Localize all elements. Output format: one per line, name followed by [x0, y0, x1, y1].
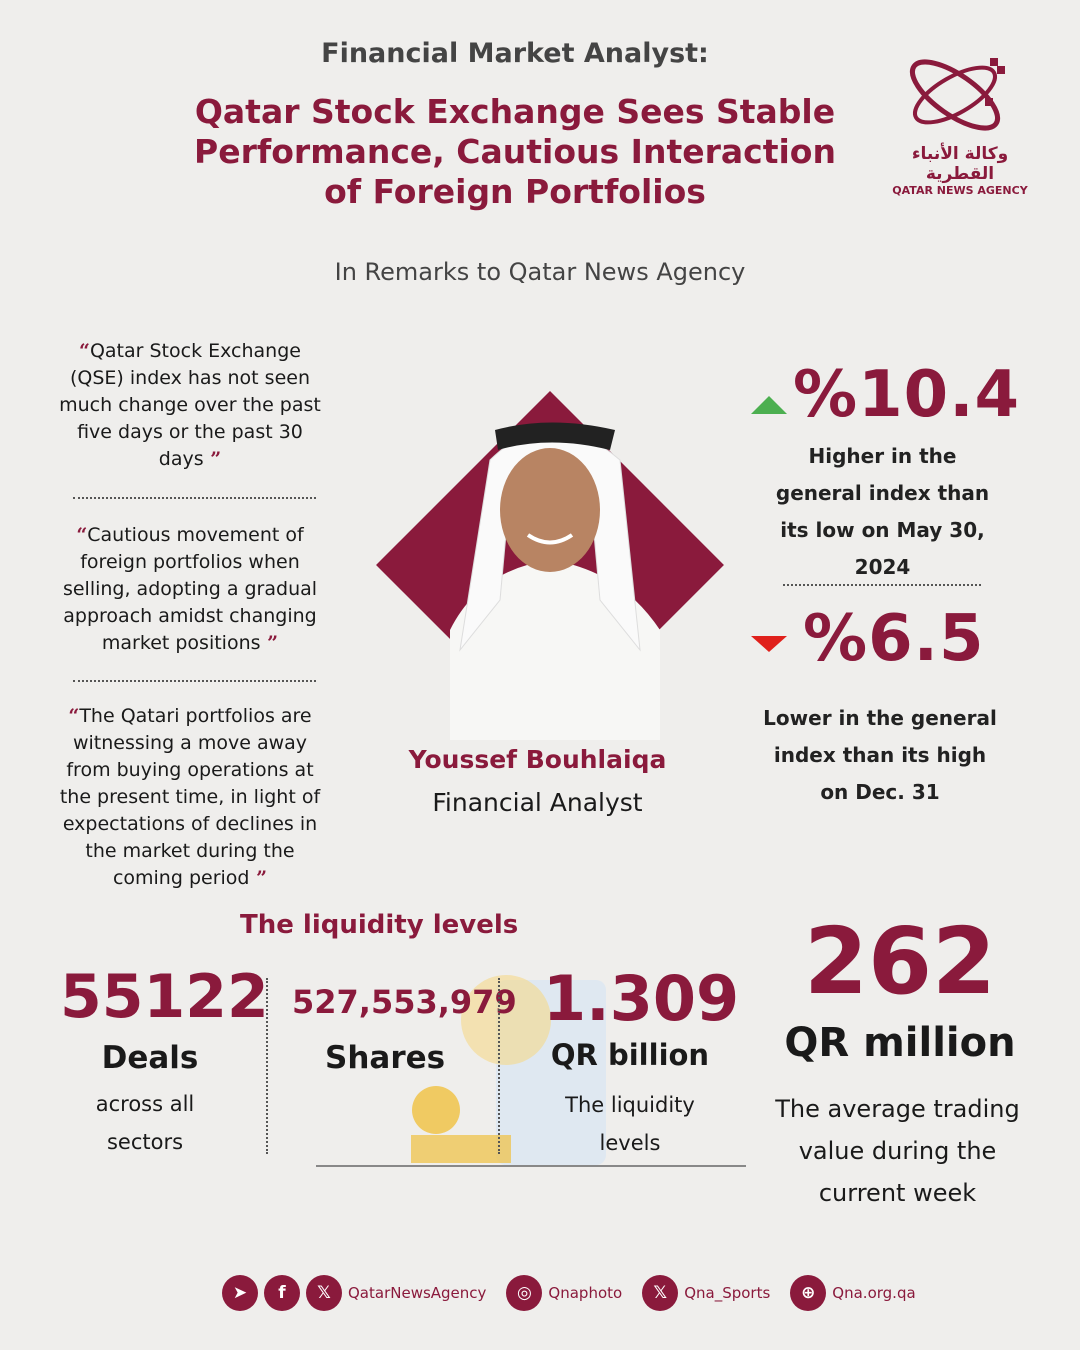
logo-arabic: وكالة الأنباء القطرية — [911, 144, 1009, 184]
subtitle: In Remarks to Qatar News Agency — [334, 258, 746, 286]
stat-down-value: %6.5 — [803, 602, 985, 676]
stat-up-value: %10.4 — [793, 358, 1021, 432]
social-links — [222, 1275, 930, 1311]
divider — [498, 978, 500, 1154]
social-link-qatarnewsagency[interactable]: QatarNewsAgency — [348, 1284, 487, 1302]
divider — [73, 680, 316, 682]
website-link[interactable]: Qna.org.qa — [832, 1284, 916, 1302]
x-icon[interactable]: 𝕏 — [642, 1275, 678, 1311]
billion-label: QR billion — [550, 1038, 710, 1072]
average-desc: The average trading value during the current week — [775, 1095, 1020, 1207]
globe-icon[interactable]: ⊕ — [790, 1275, 826, 1311]
quote-text: Qatar Stock Exchange (QSE) index has not seen much change over the past five days or the past 30 days — [59, 340, 321, 470]
shares-value: 527,553,979 — [292, 983, 517, 1021]
x-icon[interactable]: 𝕏 — [306, 1275, 342, 1311]
page-title: Qatar Stock Exchange Sees Stable Performance, Cautious Interaction of Foreign Portfolios — [194, 92, 836, 211]
billion-value: 1.309 — [543, 962, 740, 1035]
average-value: 262 — [803, 908, 997, 1015]
deals-value: 55122 — [60, 962, 269, 1032]
social-link-qnaphoto[interactable]: Qnaphoto — [548, 1284, 623, 1302]
billion-desc: The liquidity levels — [565, 1093, 695, 1155]
liquidity-heading: The liquidity levels — [240, 910, 519, 940]
quote-text: The Qatari portfolios are witnessing a move away from buying operations at the present time, in light of expectations of declines in the market during the coming period — [59, 705, 321, 889]
logo-english: QATAR NEWS AGENCY — [892, 184, 1028, 197]
analyst-role: Financial Analyst — [432, 788, 643, 817]
deals-label: Deals — [101, 1040, 199, 1076]
qna-logo — [885, 50, 1035, 197]
qna-emblem-icon — [885, 50, 1035, 140]
arrow-up-icon — [751, 396, 787, 414]
stat-down-desc: Lower in the general index than its high on Dec. 31 — [763, 706, 997, 804]
analyst-name: Youssef Bouhlaiqa — [408, 745, 667, 774]
social-link-qna-sports[interactable]: Qna_Sports — [684, 1284, 771, 1302]
divider — [783, 584, 981, 586]
divider — [73, 497, 316, 499]
quote-3: “The Qatari portfolios are witnessing a move away from buying operations at the present time, in light of expectations of declines in the market during the coming period ” — [59, 705, 321, 889]
average-unit: QR million — [784, 1020, 1016, 1066]
quote-2: “Cautious movement of foreign portfolios when selling, adopting a gradual approach amidst changing market positions ” — [62, 524, 318, 654]
kicker: Financial Market Analyst: — [321, 38, 709, 69]
facebook-icon[interactable]: f — [264, 1275, 300, 1311]
deals-desc: across all sectors — [95, 1092, 195, 1154]
arrow-down-icon — [751, 636, 787, 652]
quote-1: “Qatar Stock Exchange (QSE) index has not seen much change over the past five days or the past 30 days ” — [59, 340, 321, 470]
quote-text: Cautious movement of foreign portfolios when selling, adopting a gradual approach amidst changing market positions — [62, 524, 318, 654]
shares-label: Shares — [325, 1040, 446, 1076]
divider — [266, 978, 268, 1154]
stat-up-desc: Higher in the general index than its low on May 30, 2024 — [775, 444, 990, 579]
instagram-icon[interactable]: ◎ — [506, 1275, 542, 1311]
telegram-icon[interactable]: ➤ — [222, 1275, 258, 1311]
analyst-photo — [420, 400, 680, 740]
